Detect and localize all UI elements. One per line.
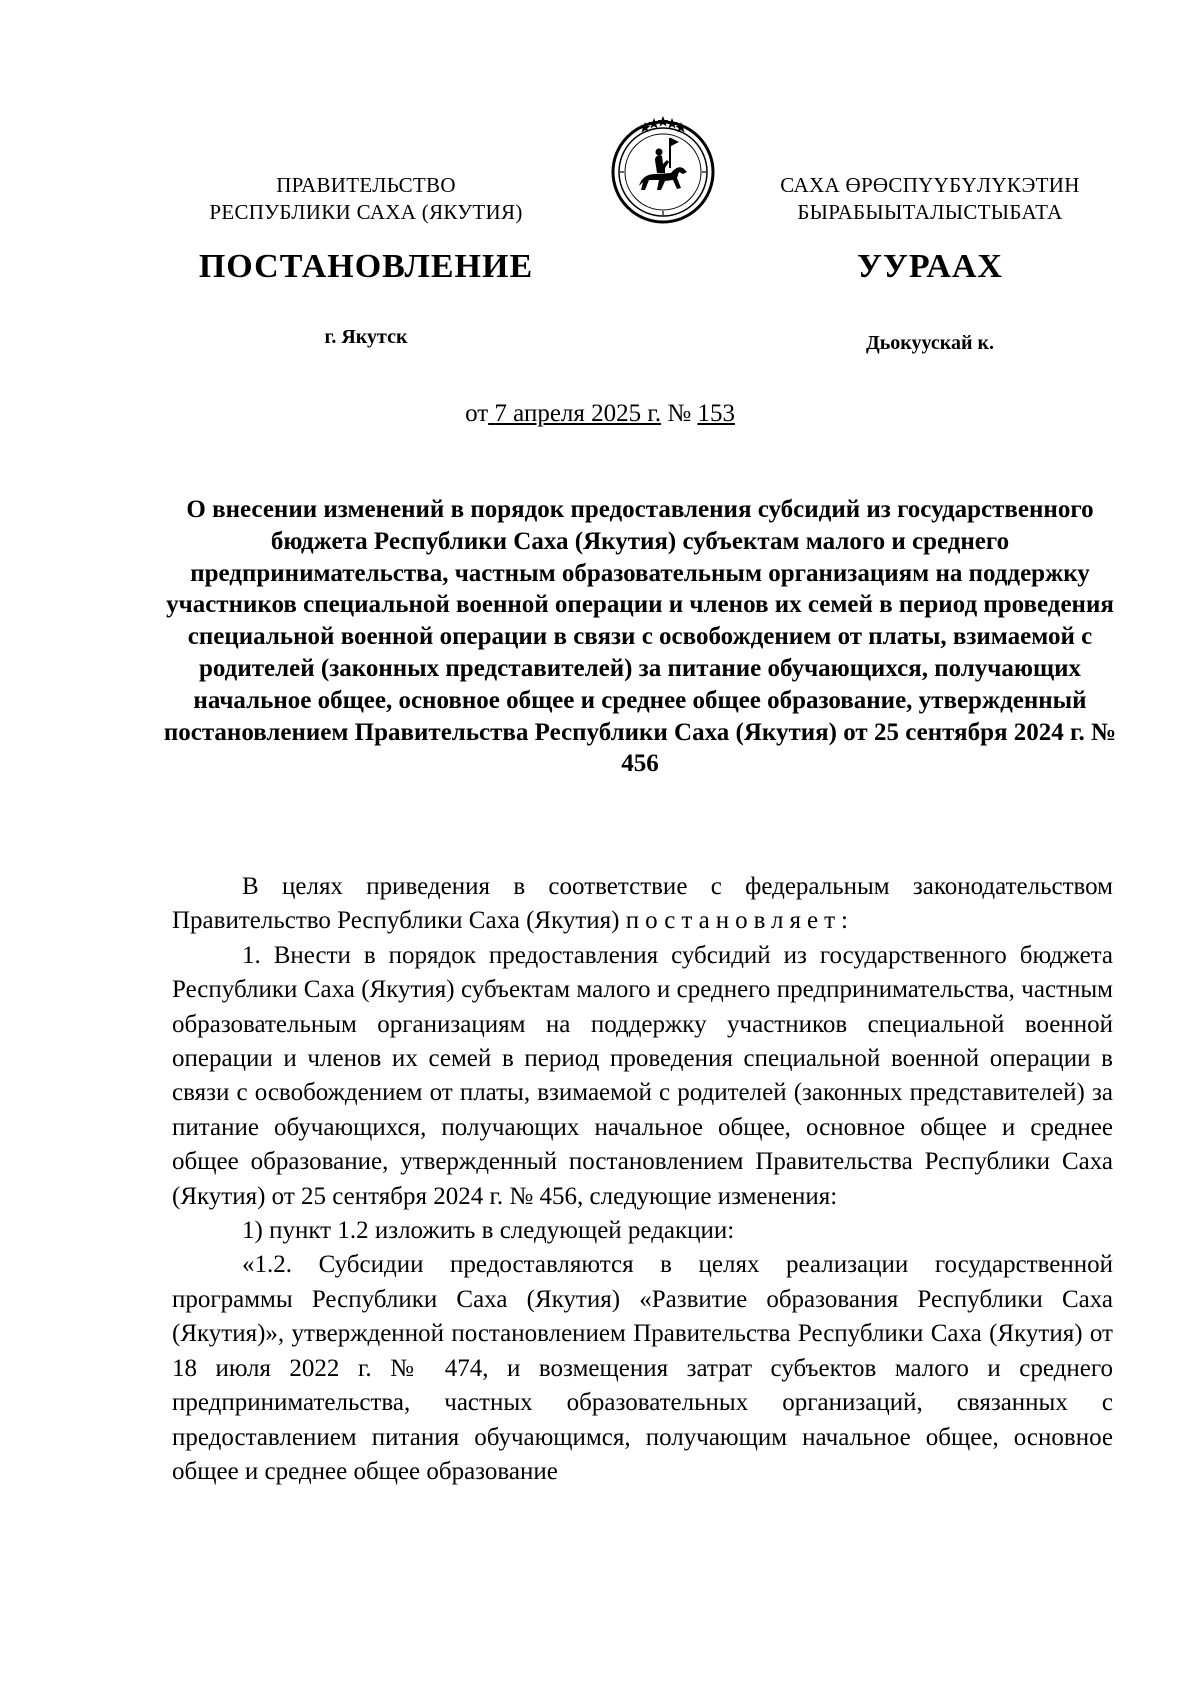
resolves-word: постановляет: (625, 907, 854, 935)
paragraph-subitem-1: 1) пункт 1.2 изложить в следующей редакции: (242, 1217, 735, 1245)
header-right-line1: САХА ӨРӨСПҮҮБҮЛҮКЭТИН (780, 173, 1080, 197)
header-left (176, 172, 556, 226)
header-left-line1: ПРАВИТЕЛЬСТВО (276, 173, 456, 197)
header-right-line2: БЫРАБЫЫТАЛЫСТЫБАТА (797, 200, 1063, 224)
coat-of-arms-icon (605, 112, 721, 228)
date-line (0, 400, 1200, 428)
paragraph-item-1: 1. Внести в порядок предоставления субсидий из государственного бюджета Республики Саха (Якутия) субъектам малого и среднего предпринимательства, частным образовательным организациям на поддержку участников специальной военной операции и членов их семей в период проведения специальной военной операции в связи с освобождением от платы, взимаемой с родителей (законных представителей) за питание обучающихся, получающих начальное общее, основное общее и среднее общее образование, утвержденный постановлением Правительства Республики Саха (Якутия) от 25 сентября 2024 г. № 456, следующие изменения: (172, 941, 1113, 1210)
city-sakha: Дьокуускай к. (865, 332, 995, 354)
date-value: 7 апреля 2025 г. (494, 400, 662, 427)
city-ru: г. Якутск (324, 326, 408, 348)
decree-title-sakha: УУРААХ (857, 248, 1003, 285)
header-right (740, 172, 1120, 226)
decree-title-ru: ПОСТАНОВЛЕНИЕ (198, 248, 534, 285)
header-left-line2: РЕСПУБЛИКИ САХА (ЯКУТИЯ) (209, 200, 523, 224)
decree-number: 153 (697, 400, 735, 427)
paragraph-quote-1-2: «1.2. Субсидии предоставляются в целях реализации государственной программы Республики Саха (Якутия) «Развитие образования Республики Саха (Якутия)», утвержденной постановлением Правительства Республики Саха (Якутия) от 18 июля 2022 г. № 474, и возмещения затрат субъектов малого и среднего предпринимательства, частных образовательных организаций, связанных с предоставлением питания обучающимся, получающим начальное общее, основное общее и среднее общее образование (172, 1251, 1113, 1485)
document-body (172, 870, 1113, 1489)
date-prefix: от (465, 400, 489, 427)
paragraph-preamble: В целях приведения в соответствие с федеральным законодательством Правительство Республики Саха (Якутия) постановляет: (172, 873, 1113, 935)
document-title: О внесении изменений в порядок предоставления субсидий из государственного бюджета Республики Саха (Якутия) субъектам малого и среднего предпринимательства, частным образовательным организациям на поддержку участников специальной военной операции и членов их семей в период проведения специальной военной операции в связи с освобождением от платы, взимаемой с родителей (законных представителей) за питание обучающихся, получающих начальное общее, основное общее и среднее общее образование, утвержденный постановлением Правительства Республики Саха (Якутия) от 25 сентября 2024 г. № 456 (163, 496, 1117, 778)
number-sign: № (667, 400, 692, 427)
